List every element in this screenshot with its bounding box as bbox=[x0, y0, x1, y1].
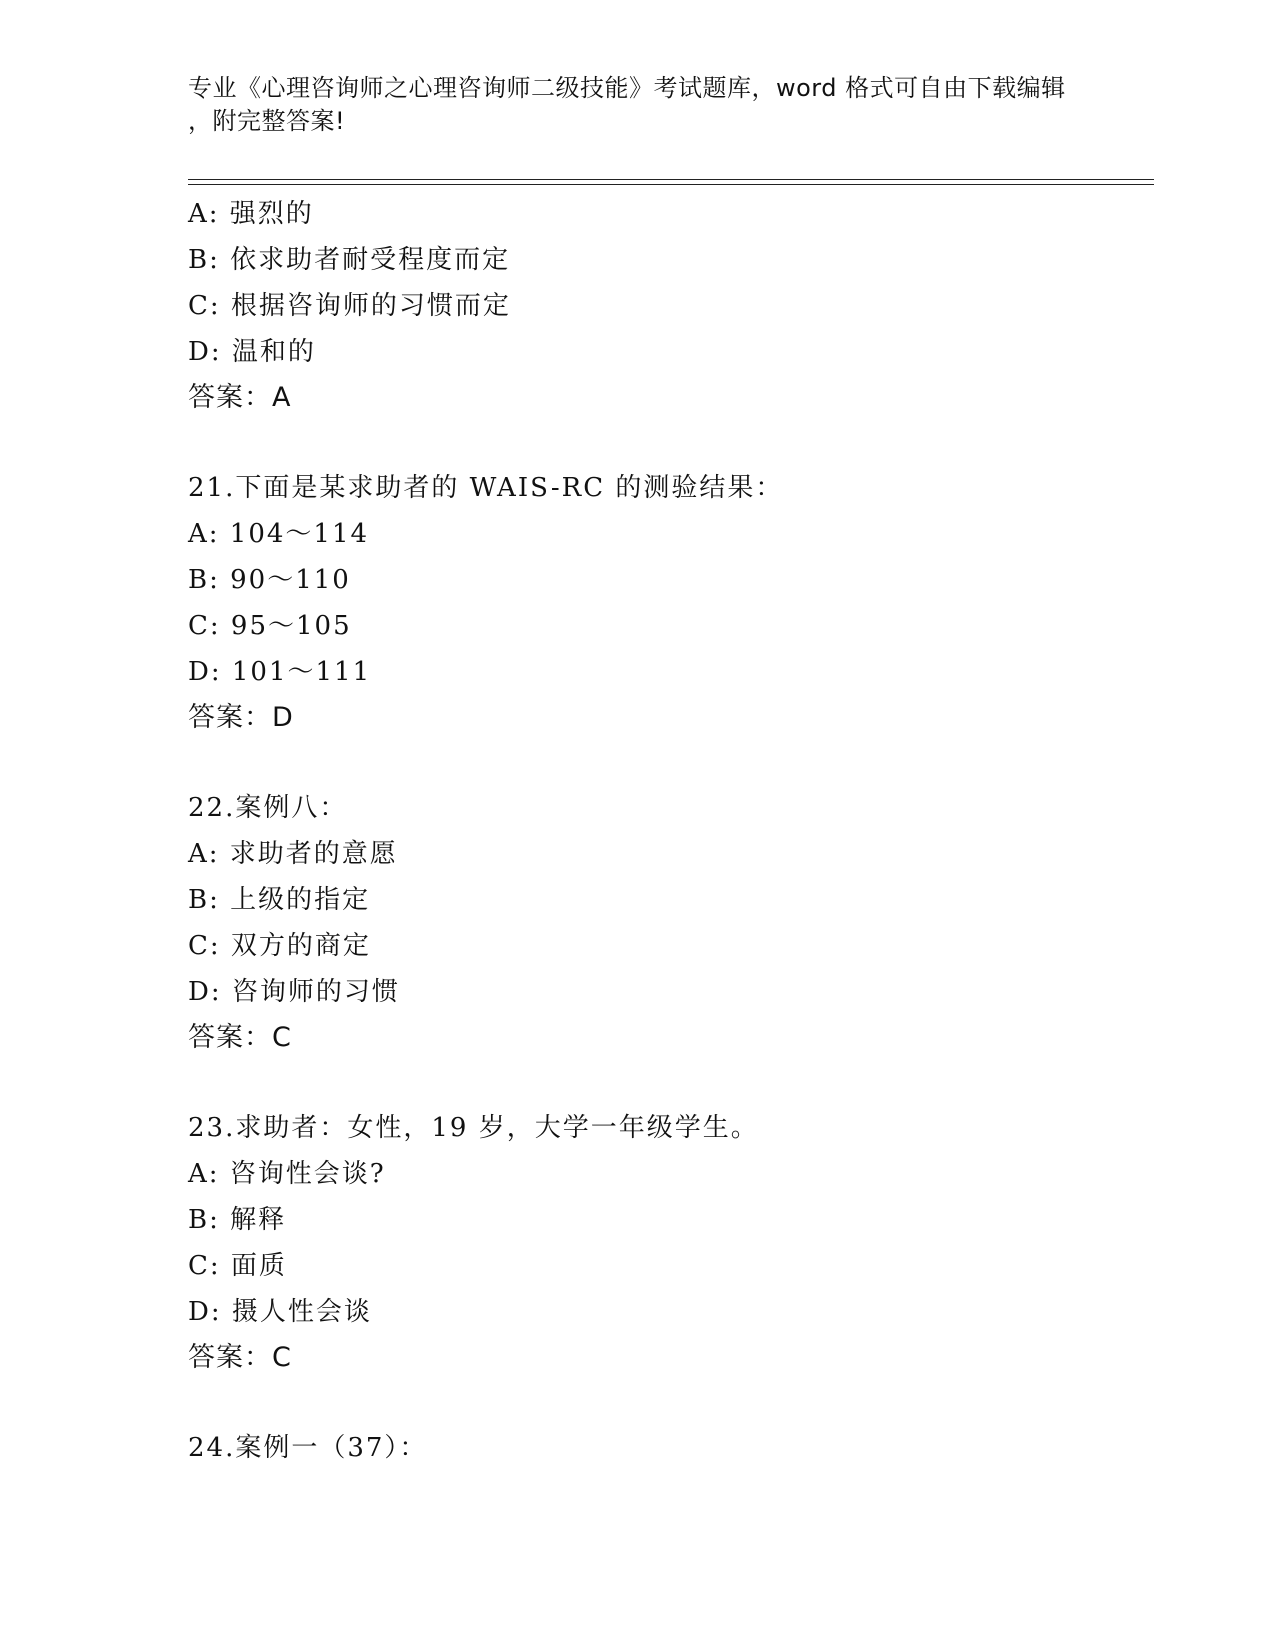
option-c: C: 95～105 bbox=[188, 611, 352, 641]
answer-line: 答案：D bbox=[188, 702, 294, 733]
option-c: C: 面质 bbox=[188, 1251, 287, 1281]
question-title: 21.下面是某求助者的 WAIS-RC 的测验结果： bbox=[188, 473, 784, 503]
option-b: B: 解释 bbox=[188, 1205, 287, 1235]
option-d: D: 101～111 bbox=[188, 657, 372, 687]
option-b: B: 上级的指定 bbox=[188, 885, 371, 915]
header-divider-top bbox=[188, 179, 1154, 180]
spacer bbox=[188, 1061, 1148, 1105]
question-title: 24.案例一（37）： bbox=[188, 1433, 428, 1463]
option-b: B: 90～110 bbox=[188, 565, 351, 595]
question-block-23 bbox=[188, 1105, 1148, 1381]
header-divider-bottom bbox=[188, 184, 1154, 185]
option-a: A: 求助者的意愿 bbox=[188, 839, 398, 869]
option-d: D: 摄人性会谈 bbox=[188, 1297, 372, 1327]
option-d: D: 咨询师的习惯 bbox=[188, 977, 400, 1007]
question-block-21 bbox=[188, 465, 1148, 741]
spacer bbox=[188, 1381, 1148, 1425]
header-line-1: 专业《心理咨询师之心理咨询师二级技能》考试题库，word 格式可自由下载编辑 bbox=[188, 74, 1066, 102]
option-a: A: 咨询性会谈? bbox=[188, 1159, 386, 1189]
document-header bbox=[188, 72, 1068, 138]
answer-line: 答案：A bbox=[188, 382, 292, 413]
option-a: A: 104～114 bbox=[188, 519, 370, 549]
option-c: C: 根据咨询师的习惯而定 bbox=[188, 291, 511, 321]
option-b: B: 依求助者耐受程度而定 bbox=[188, 245, 511, 275]
question-block-24 bbox=[188, 1425, 1148, 1471]
header-line-2: ，附完整答案! bbox=[188, 107, 346, 135]
option-c: C: 双方的商定 bbox=[188, 931, 371, 961]
question-title: 23.求助者：女性，19 岁，大学一年级学生。 bbox=[188, 1113, 759, 1143]
option-d: D: 温和的 bbox=[188, 337, 316, 367]
question-block-20 bbox=[188, 191, 1148, 421]
answer-line: 答案：C bbox=[188, 1022, 292, 1053]
question-block-22 bbox=[188, 785, 1148, 1061]
answer-line: 答案：C bbox=[188, 1342, 292, 1373]
spacer bbox=[188, 741, 1148, 785]
spacer bbox=[188, 421, 1148, 465]
question-list bbox=[188, 191, 1148, 1471]
question-title: 22.案例八： bbox=[188, 793, 348, 823]
option-a: A: 强烈的 bbox=[188, 199, 314, 229]
